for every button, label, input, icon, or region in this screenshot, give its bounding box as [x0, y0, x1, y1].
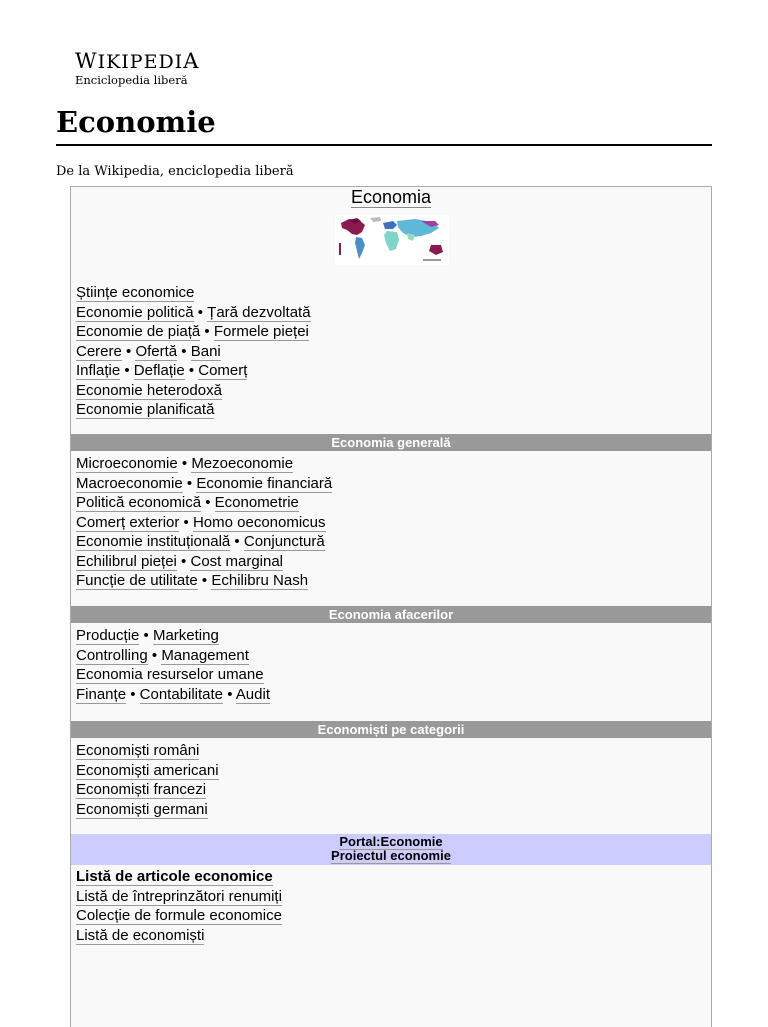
- wikipedia-logo[interactable]: [75, 50, 199, 87]
- link-row: [76, 926, 282, 946]
- navbox-link[interactable]: Deflație: [133, 362, 185, 379]
- navbox-link[interactable]: Comerț: [198, 362, 248, 379]
- navbox-link[interactable]: Economie de piață: [76, 323, 201, 340]
- bullet-separator: •: [184, 362, 199, 379]
- navbox-link[interactable]: Mezoeconomie: [191, 455, 294, 472]
- link-row: [76, 493, 332, 513]
- link-row: [76, 552, 332, 572]
- navbox-link[interactable]: Ofertă: [135, 342, 178, 360]
- navbox-link[interactable]: Politică economică: [76, 494, 202, 511]
- bullet-separator: •: [193, 303, 208, 321]
- link-row: [76, 780, 219, 800]
- portal-link-line: [71, 835, 711, 849]
- logo-wordmark: WIKIPEDIA: [75, 49, 200, 73]
- bullet-separator: •: [177, 455, 192, 472]
- link-row: [76, 454, 332, 474]
- link-row: [76, 741, 219, 761]
- bullet-separator: •: [230, 533, 244, 550]
- list-links: [76, 867, 282, 945]
- link-row: [76, 532, 332, 552]
- link-row: [76, 761, 219, 781]
- project-link-line: [71, 849, 711, 863]
- world-map-image[interactable]: [335, 215, 449, 265]
- economia-afacerilor-links: [76, 626, 270, 704]
- navbox-link[interactable]: Economie heterodoxă: [76, 381, 222, 399]
- bullet-separator: •: [201, 494, 215, 511]
- bullet-separator: •: [139, 627, 153, 644]
- navbox-link[interactable]: Listă de economiști: [76, 926, 205, 944]
- link-row: [76, 800, 219, 820]
- page-subtitle: De la Wikipedia, enciclopedia liberă: [56, 164, 294, 179]
- bullet-separator: •: [176, 552, 191, 570]
- bullet-separator: •: [120, 362, 134, 379]
- navbox-link[interactable]: Economiști germani: [76, 800, 208, 818]
- navbox-link[interactable]: Țară dezvoltată: [207, 303, 311, 321]
- navbox-link[interactable]: Economie planificată: [76, 401, 215, 418]
- bullet-separator: •: [197, 572, 212, 589]
- navbox-link[interactable]: Management: [161, 646, 249, 664]
- link-row: [76, 513, 332, 533]
- economics-navbox: [70, 186, 712, 1027]
- navbox-link[interactable]: Conjunctură: [243, 533, 325, 550]
- link-row: [76, 342, 311, 362]
- section-header-economisti: Economiști pe categorii: [71, 721, 711, 738]
- navbox-link[interactable]: Economiști români: [76, 742, 200, 759]
- link-row: [76, 887, 282, 907]
- navbox-link[interactable]: Inflație: [76, 362, 121, 379]
- link-row: [76, 646, 270, 666]
- logo-tagline: Enciclopedia liberă: [75, 73, 188, 87]
- navbox-title: Economia: [350, 187, 432, 207]
- portal-economie-link[interactable]: Portal:Economie: [339, 834, 443, 849]
- link-row: [76, 571, 332, 591]
- navbox-link[interactable]: Listă de articole economice: [76, 868, 273, 885]
- link-row: [76, 665, 270, 685]
- bullet-separator: •: [223, 685, 236, 703]
- navbox-link[interactable]: Economia resurselor umane: [76, 666, 264, 683]
- link-row: [76, 685, 270, 705]
- navbox-link[interactable]: Marketing: [152, 627, 219, 644]
- navbox-link[interactable]: Științe economice: [76, 284, 195, 301]
- navbox-link[interactable]: Contabilitate: [139, 685, 224, 703]
- navbox-link[interactable]: Macroeconomie: [76, 474, 183, 492]
- link-row: [76, 400, 311, 420]
- navbox-link[interactable]: Colecție de formule economice: [76, 907, 282, 924]
- page-title: Economie: [56, 105, 216, 139]
- link-row: [76, 322, 311, 342]
- link-row: [76, 283, 311, 303]
- title-divider: [56, 144, 712, 146]
- bullet-separator: •: [177, 342, 191, 360]
- proiectul-economie-link[interactable]: Proiectul economie: [331, 848, 451, 863]
- link-row: [76, 381, 311, 401]
- bullet-separator: •: [200, 323, 214, 340]
- navbox-link[interactable]: Economie financiară: [196, 474, 333, 492]
- navbox-link[interactable]: Econometrie: [214, 494, 299, 511]
- portal-band: [71, 834, 711, 865]
- link-row: [76, 867, 282, 887]
- navbox-link[interactable]: Cost marginal: [190, 552, 284, 570]
- navbox-link[interactable]: Echilibru Nash: [211, 572, 309, 589]
- bullet-separator: •: [121, 342, 136, 360]
- navbox-link[interactable]: Funcție de utilitate: [76, 572, 198, 589]
- navbox-link[interactable]: Controlling: [76, 646, 148, 664]
- link-row: [76, 361, 311, 381]
- navbox-link[interactable]: Economiști americani: [76, 761, 219, 779]
- navbox-link[interactable]: Economie instituțională: [76, 533, 231, 550]
- navbox-link[interactable]: Economiști francezi: [76, 781, 207, 798]
- link-row: [76, 474, 332, 494]
- intro-links: [76, 283, 311, 420]
- bullet-separator: •: [147, 646, 162, 664]
- link-row: [76, 906, 282, 926]
- navbox-link[interactable]: Audit: [235, 685, 270, 703]
- navbox-link[interactable]: Economie politică: [76, 303, 194, 321]
- link-row: [76, 626, 270, 646]
- section-header-economia-generala: Economia generală: [71, 434, 711, 451]
- navbox-link[interactable]: Homo oeconomicus: [192, 513, 326, 531]
- navbox-link[interactable]: Bani: [190, 342, 221, 360]
- economisti-links: [76, 741, 219, 819]
- economia-generala-links: [76, 454, 332, 591]
- navbox-link[interactable]: Listă de întreprinzători renumiți: [76, 887, 282, 905]
- bullet-separator: •: [179, 513, 193, 531]
- navbox-link[interactable]: Cerere: [76, 342, 122, 360]
- navbox-link[interactable]: Formele pieței: [213, 323, 309, 340]
- navbox-link[interactable]: Comerț exterior: [76, 513, 180, 531]
- navbox-link[interactable]: Microeconomie: [76, 455, 178, 472]
- bullet-separator: •: [182, 474, 197, 492]
- section-header-economia-afacerilor: Economia afacerilor: [71, 606, 711, 623]
- navbox-link[interactable]: Finanțe: [76, 685, 127, 703]
- bullet-separator: •: [126, 685, 140, 703]
- navbox-link[interactable]: Producție: [76, 627, 140, 644]
- navbox-link[interactable]: Echilibrul pieței: [76, 552, 177, 570]
- link-row: [76, 303, 311, 323]
